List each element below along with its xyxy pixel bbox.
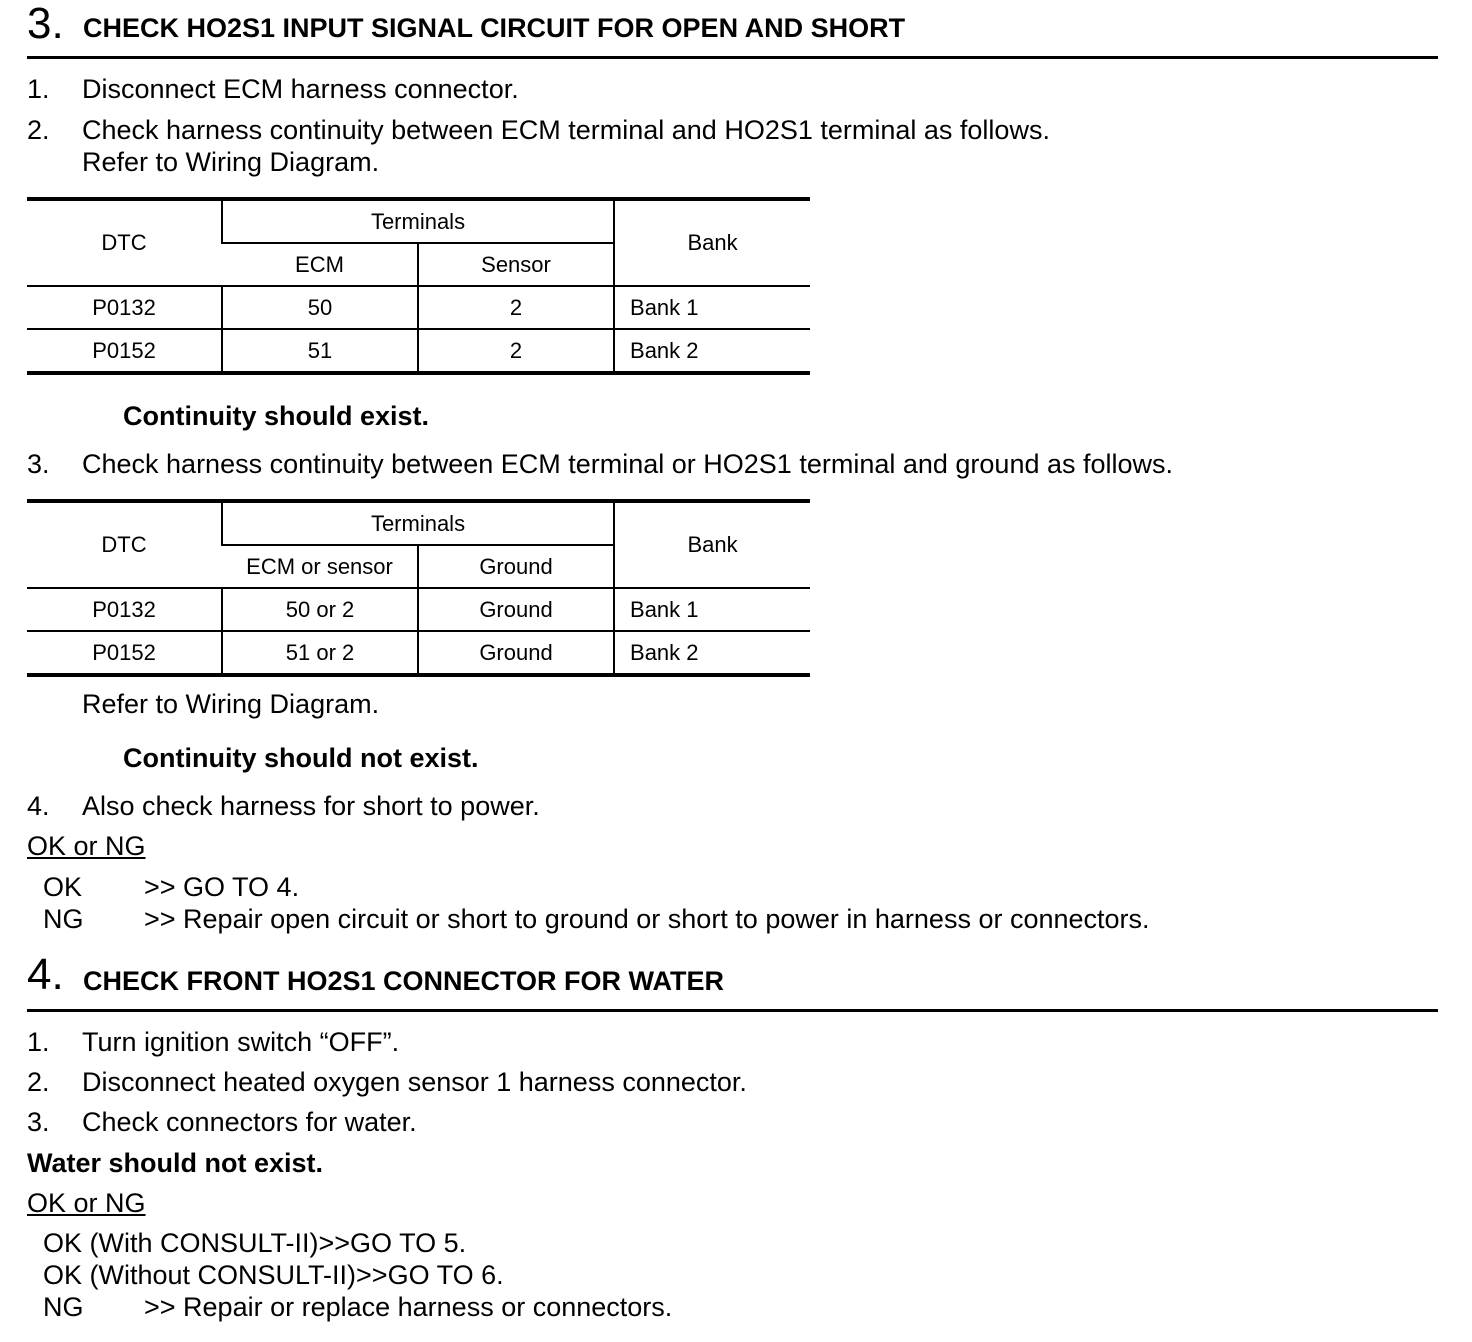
section-3-rule — [27, 56, 1438, 59]
table-row — [27, 588, 810, 631]
section-4-step-2 — [27, 1066, 1327, 1098]
step-text-continued: Refer to Wiring Diagram. — [82, 147, 380, 177]
header-ground: Ground — [418, 545, 614, 588]
step-text: Check connectors for water. — [82, 1107, 417, 1137]
result-ng-key: NG — [43, 904, 84, 934]
ok-or-ng-label: OK or NG — [27, 1188, 146, 1218]
section-4-title: CHECK FRONT HO2S1 CONNECTOR FOR WATER — [83, 966, 725, 996]
header-terminals: Terminals — [222, 501, 614, 545]
cell-ecm: 51 — [222, 329, 418, 373]
section-4-rule — [27, 1009, 1438, 1012]
result-ng-key: NG — [43, 1292, 84, 1322]
table-row — [27, 329, 810, 373]
continuity-note-1: Continuity should exist. — [123, 401, 430, 431]
step-text: Disconnect heated oxygen sensor 1 harness connector. — [82, 1067, 747, 1097]
result-ok-consult: OK (With CONSULT-II)>>GO TO 5. — [43, 1228, 467, 1258]
cell-dtc: P0132 — [27, 588, 222, 631]
step-number: 4. — [27, 791, 50, 821]
result-ok-key: OK — [43, 872, 83, 902]
header-dtc: DTC — [27, 501, 222, 588]
continuity-note-2: Continuity should not exist. — [123, 743, 479, 773]
header-bank: Bank — [614, 501, 810, 588]
step-number: 3. — [27, 449, 50, 479]
cell-dtc: P0152 — [92, 639, 156, 665]
step-text: Also check harness for short to power. — [82, 791, 540, 821]
step-number: 1. — [27, 74, 50, 104]
header-bank: Bank — [614, 199, 810, 286]
section-3-step-2 — [27, 114, 1327, 178]
table-header-row — [27, 199, 810, 243]
cell-dtc: P0132 — [27, 286, 222, 329]
continuity-table-2 — [27, 499, 810, 677]
result-ok-no-consult: OK (Without CONSULT-II)>>GO TO 6. — [43, 1260, 504, 1290]
cell-sensor: 2 — [418, 286, 614, 329]
header-ecm-or-sensor: ECM or sensor — [222, 545, 418, 588]
section-4-step-3 — [27, 1106, 1327, 1138]
step-text: Check harness continuity between ECM terminal and HO2S1 terminal as follows. — [82, 115, 1050, 145]
table-row — [27, 631, 810, 675]
section-3-title: CHECK HO2S1 INPUT SIGNAL CIRCUIT FOR OPEN AND SHORT — [83, 13, 906, 43]
section-3-number: 3. — [27, 0, 64, 48]
result-ok-text: >> GO TO 4. — [144, 872, 300, 902]
cell-ground: Ground — [418, 631, 614, 675]
step-number: 2. — [27, 115, 50, 145]
result-ng-text: >> Repair or replace harness or connectors. — [144, 1292, 673, 1322]
header-ecm: ECM — [222, 243, 418, 286]
header-dtc: DTC — [27, 199, 222, 286]
section-3-step-1 — [27, 73, 1327, 105]
section-4-step-1 — [27, 1026, 1327, 1058]
step-number: 3. — [27, 1107, 50, 1137]
cell-ground: Ground — [418, 588, 614, 631]
cell-ecm: 50 — [222, 286, 418, 329]
cell-ecm-or-sensor: 50 or 2 — [222, 588, 418, 631]
cell-sensor: 2 — [418, 329, 614, 373]
cell-ecm-or-sensor: 51 or 2 — [222, 631, 418, 675]
header-terminals: Terminals — [222, 199, 614, 243]
cell-bank: Bank 2 — [614, 329, 810, 373]
step-number: 2. — [27, 1067, 50, 1097]
result-ng-text: >> Repair open circuit or short to ground or short to power in harness or connectors. — [144, 904, 1150, 934]
step-number: 1. — [27, 1027, 50, 1057]
section-3-step-3 — [27, 448, 1327, 480]
cell-bank: Bank 1 — [614, 588, 810, 631]
table-header-row — [27, 501, 810, 545]
ok-or-ng-label: OK or NG — [27, 831, 146, 861]
header-sensor: Sensor — [418, 243, 614, 286]
continuity-table-1 — [27, 197, 810, 375]
cell-bank: Bank 1 — [614, 286, 810, 329]
section-4-number: 4. — [27, 950, 64, 999]
cell-dtc: P0152 — [92, 337, 156, 363]
cell-bank: Bank 2 — [614, 631, 810, 675]
step-text: Check harness continuity between ECM terminal or HO2S1 terminal and ground as follows. — [82, 449, 1174, 479]
step-text: Disconnect ECM harness connector. — [82, 74, 519, 104]
section-3-step-4 — [27, 790, 1327, 822]
step-text: Turn ignition switch “OFF”. — [82, 1027, 400, 1057]
table-row — [27, 286, 810, 329]
refer-wiring-diagram: Refer to Wiring Diagram. — [82, 689, 380, 719]
water-note: Water should not exist. — [27, 1148, 324, 1178]
